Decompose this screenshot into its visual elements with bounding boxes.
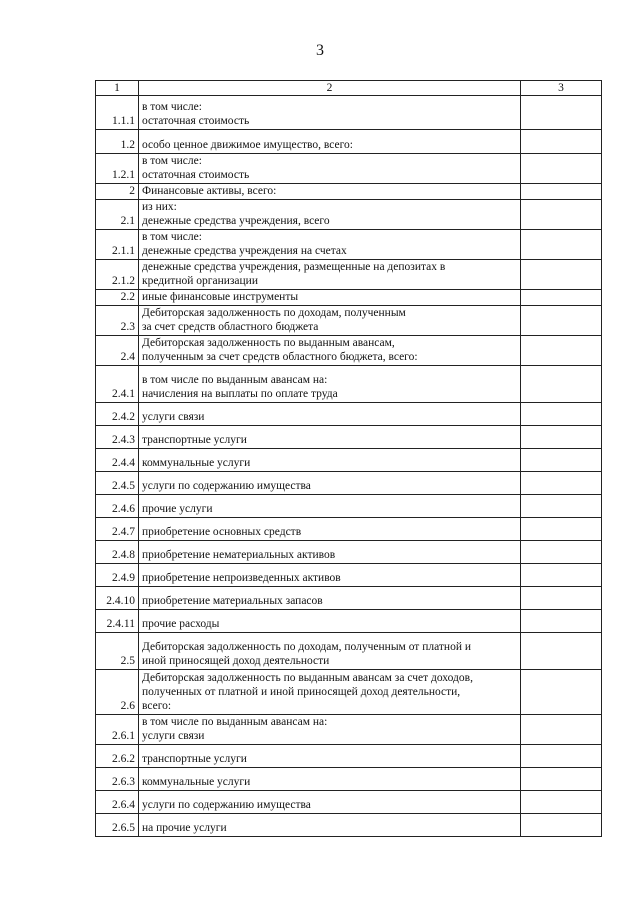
description-line: в том числе:	[142, 101, 202, 113]
column-header-3: 3	[521, 81, 602, 96]
row-description	[139, 715, 521, 745]
column-header-2: 2	[139, 81, 521, 96]
row-value	[521, 587, 602, 610]
row-value	[521, 426, 602, 449]
table-row	[96, 745, 602, 768]
row-number: 2.4.11	[96, 610, 139, 633]
row-description	[139, 96, 521, 130]
table-row	[96, 366, 602, 403]
description-line: денежные средства учреждения, размещенные на депозитах в	[142, 261, 446, 273]
description-line: приобретение основных средств	[142, 526, 302, 538]
row-description	[139, 306, 521, 336]
row-number: 2.4.2	[96, 403, 139, 426]
row-description	[139, 541, 521, 564]
row-number: 2.4.6	[96, 495, 139, 518]
row-description	[139, 154, 521, 184]
table-header-row	[96, 81, 602, 96]
row-value	[521, 791, 602, 814]
assets-table	[95, 80, 602, 837]
row-value	[521, 670, 602, 715]
table-row	[96, 130, 602, 154]
description-line: услуги по содержанию имущества	[142, 799, 311, 811]
row-description	[139, 633, 521, 670]
row-description	[139, 426, 521, 449]
row-description	[139, 745, 521, 768]
row-number: 2.2	[96, 290, 139, 306]
row-value	[521, 184, 602, 200]
column-header-1: 1	[96, 81, 139, 96]
row-value	[521, 745, 602, 768]
row-description	[139, 449, 521, 472]
row-value	[521, 130, 602, 154]
row-value	[521, 290, 602, 306]
row-number: 2.4.9	[96, 564, 139, 587]
description-line: в том числе:	[142, 155, 202, 167]
table-row	[96, 449, 602, 472]
row-description	[139, 230, 521, 260]
table-row	[96, 306, 602, 336]
table-row	[96, 472, 602, 495]
row-value	[521, 96, 602, 130]
row-value	[521, 518, 602, 541]
description-line: приобретение нематериальных активов	[142, 549, 336, 561]
table-row	[96, 670, 602, 715]
row-description	[139, 200, 521, 230]
description-line: в том числе по выданным авансам на:	[142, 374, 328, 386]
description-line: всего:	[142, 700, 172, 712]
row-number: 2.6.1	[96, 715, 139, 745]
row-value	[521, 200, 602, 230]
table-row	[96, 260, 602, 290]
row-description	[139, 290, 521, 306]
description-line: прочие услуги	[142, 503, 213, 515]
row-number: 2.5	[96, 633, 139, 670]
description-line: начисления на выплаты по оплате труда	[142, 388, 338, 400]
row-description	[139, 670, 521, 715]
table-row	[96, 587, 602, 610]
row-number: 2.4.7	[96, 518, 139, 541]
row-value	[521, 564, 602, 587]
description-line: приобретение материальных запасов	[142, 595, 323, 607]
description-line: остаточная стоимость	[142, 115, 250, 127]
description-line: кредитной организации	[142, 275, 258, 287]
description-line: Дебиторская задолженность по выданным авансам за счет доходов,	[142, 672, 473, 684]
table-row	[96, 518, 602, 541]
row-number: 2.4.5	[96, 472, 139, 495]
description-line: особо ценное движимое имущество, всего:	[142, 139, 353, 151]
row-number: 2.1.1	[96, 230, 139, 260]
row-value	[521, 306, 602, 336]
row-number: 2.4.3	[96, 426, 139, 449]
table-row	[96, 814, 602, 837]
row-value	[521, 336, 602, 366]
row-number: 2	[96, 184, 139, 200]
description-line: полученным за счет средств областного бюджета, всего:	[142, 351, 418, 363]
row-number: 1.2	[96, 130, 139, 154]
row-value	[521, 230, 602, 260]
page-number: 3	[316, 42, 324, 59]
row-number: 2.6.3	[96, 768, 139, 791]
table-row	[96, 290, 602, 306]
table-row	[96, 403, 602, 426]
table-row	[96, 564, 602, 587]
description-line: Дебиторская задолженность по выданным авансам,	[142, 337, 395, 349]
row-description	[139, 495, 521, 518]
row-value	[521, 715, 602, 745]
row-number: 2.6	[96, 670, 139, 715]
row-number: 2.4	[96, 336, 139, 366]
description-line: в том числе:	[142, 231, 202, 243]
row-number: 2.4.1	[96, 366, 139, 403]
row-number: 2.4.4	[96, 449, 139, 472]
row-value	[521, 610, 602, 633]
row-value	[521, 814, 602, 837]
row-number: 1.2.1	[96, 154, 139, 184]
description-line: Финансовые активы, всего:	[142, 185, 277, 197]
row-value	[521, 154, 602, 184]
description-line: остаточная стоимость	[142, 169, 250, 181]
description-line: на прочие услуги	[142, 822, 227, 834]
description-line: транспортные услуги	[142, 753, 247, 765]
row-description	[139, 184, 521, 200]
table-row	[96, 541, 602, 564]
table-row	[96, 495, 602, 518]
table-row	[96, 791, 602, 814]
description-line: услуги связи	[142, 411, 205, 423]
description-line: услуги связи	[142, 730, 205, 742]
table-row	[96, 96, 602, 130]
table-row	[96, 715, 602, 745]
row-value	[521, 366, 602, 403]
row-number: 1.1.1	[96, 96, 139, 130]
description-line: коммунальные услуги	[142, 776, 251, 788]
row-number: 2.6.5	[96, 814, 139, 837]
row-number: 2.4.8	[96, 541, 139, 564]
row-description	[139, 518, 521, 541]
description-line: прочие расходы	[142, 618, 220, 630]
description-line: из них:	[142, 201, 177, 213]
row-description	[139, 336, 521, 366]
row-description	[139, 472, 521, 495]
row-number: 2.6.2	[96, 745, 139, 768]
row-number: 2.6.4	[96, 791, 139, 814]
description-line: приобретение непроизведенных активов	[142, 572, 341, 584]
row-number: 2.1	[96, 200, 139, 230]
table-row	[96, 633, 602, 670]
row-description	[139, 366, 521, 403]
row-value	[521, 768, 602, 791]
table-row	[96, 336, 602, 366]
table-row	[96, 426, 602, 449]
description-line: Дебиторская задолженность по доходам, полученным от платной и	[142, 641, 472, 653]
table-row	[96, 230, 602, 260]
description-line: полученных от платной и иной приносящей доход деятельности,	[142, 686, 461, 698]
table-row	[96, 154, 602, 184]
row-value	[521, 260, 602, 290]
row-description	[139, 791, 521, 814]
row-description	[139, 768, 521, 791]
description-line: транспортные услуги	[142, 434, 247, 446]
row-description	[139, 814, 521, 837]
row-value	[521, 472, 602, 495]
row-value	[521, 633, 602, 670]
row-value	[521, 495, 602, 518]
row-number: 2.1.2	[96, 260, 139, 290]
description-line: денежные средства учреждения на счетах	[142, 245, 347, 257]
description-line: за счет средств областного бюджета	[142, 321, 319, 333]
description-line: денежные средства учреждения, всего	[142, 215, 330, 227]
row-number: 2.4.10	[96, 587, 139, 610]
table-row	[96, 200, 602, 230]
row-value	[521, 403, 602, 426]
description-line: услуги по содержанию имущества	[142, 480, 311, 492]
row-description	[139, 403, 521, 426]
row-description	[139, 587, 521, 610]
description-line: иной приносящей доход деятельности	[142, 655, 330, 667]
table-row	[96, 610, 602, 633]
row-description	[139, 130, 521, 154]
description-line: в том числе по выданным авансам на:	[142, 716, 328, 728]
table-row	[96, 768, 602, 791]
description-line: иные финансовые инструменты	[142, 291, 299, 303]
row-value	[521, 449, 602, 472]
row-value	[521, 541, 602, 564]
description-line: Дебиторская задолженность по доходам, полученным	[142, 307, 406, 319]
row-description	[139, 610, 521, 633]
row-description	[139, 260, 521, 290]
row-description	[139, 564, 521, 587]
table-row	[96, 184, 602, 200]
row-number: 2.3	[96, 306, 139, 336]
description-line: коммунальные услуги	[142, 457, 251, 469]
